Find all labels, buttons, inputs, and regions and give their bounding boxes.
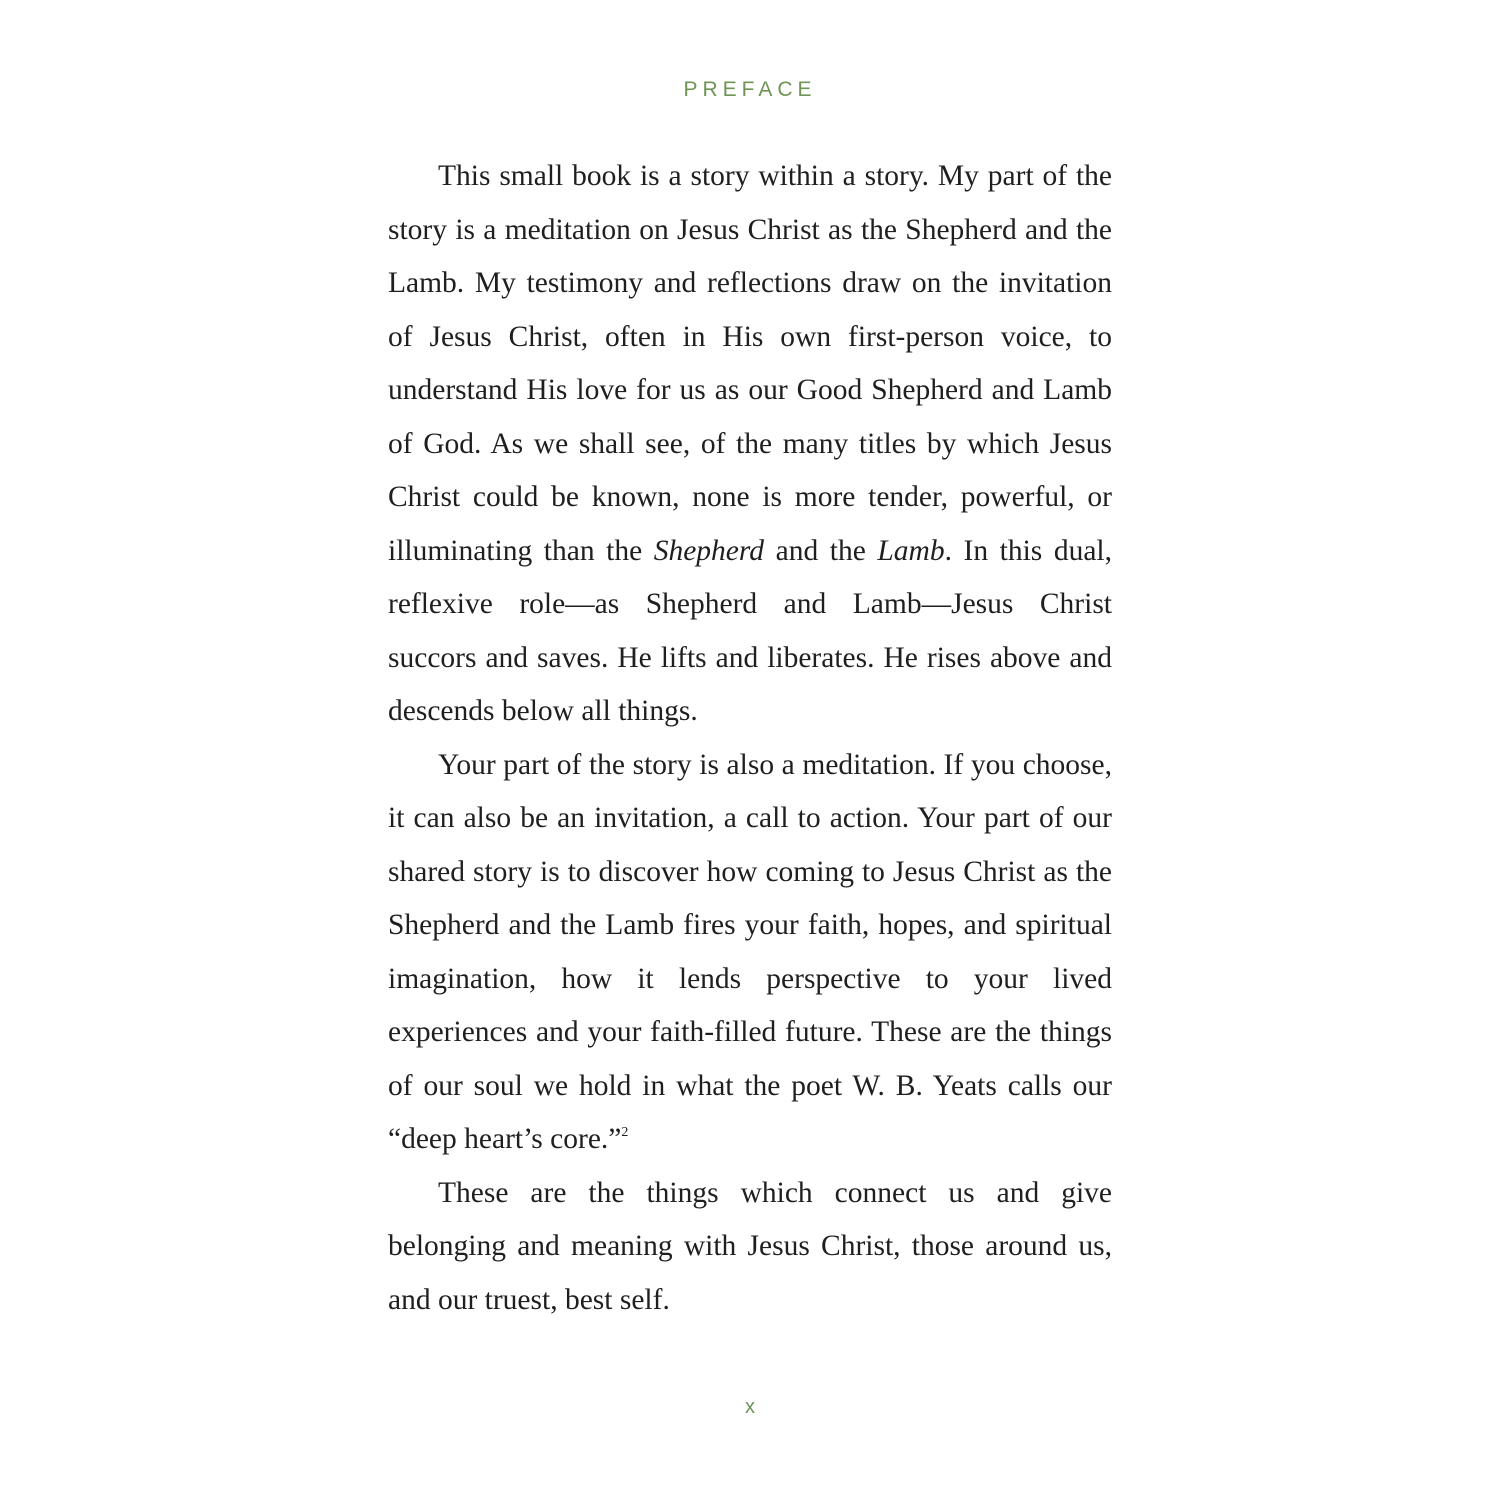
paragraph-1 bbox=[388, 150, 1112, 739]
paragraph-2 bbox=[388, 739, 1112, 1167]
body-text bbox=[388, 150, 1112, 1327]
running-head: PREFACE bbox=[683, 78, 817, 101]
page-number: x bbox=[745, 1396, 755, 1418]
paragraph-3 bbox=[388, 1167, 1112, 1328]
paragraph-2-text: Your part of the story is also a meditation. If you choose, it can also be an invitation, a call to action. Your part of our shared story is to discover how coming to Jesus Christ as the Shepherd and the Lamb fires your faith, hopes, and spiritual imagination, how it lends perspective to your lived experiences and your faith-filled future. These are the things of our soul we hold in what the poet W. B. Yeats calls our “deep heart’s core.” bbox=[388, 748, 1112, 1155]
footnote-reference[interactable]: 2 bbox=[621, 1125, 629, 1140]
paragraph-1-text-a: This small book is a story within a story. My part of the story is a meditation on Jesus Christ as the Shepherd and the Lamb. My testimony and reflections draw on the invitation of Jesus Christ, often in His own first-person voice, to understand His love for us as our Good Shepherd and Lamb of God. As we shall see, of the many titles by which Jesus Christ could be known, none is more tender, powerful, or illuminating than the bbox=[388, 160, 1112, 567]
italic-shepherd: Shepherd bbox=[653, 534, 765, 567]
paragraph-1-text-b: and the bbox=[764, 534, 878, 567]
paragraph-3-text: These are the things which connect us and give belonging and meaning with Jesus Christ, those around us, and our truest, best self. bbox=[388, 1176, 1112, 1316]
paragraph-1-text-c: . In this dual, reflexive role—as Shepherd and Lamb—Jesus Christ succors and saves. He lifts and liberates. He rises above and descends below all things. bbox=[388, 534, 1112, 727]
italic-lamb: Lamb bbox=[877, 534, 945, 567]
